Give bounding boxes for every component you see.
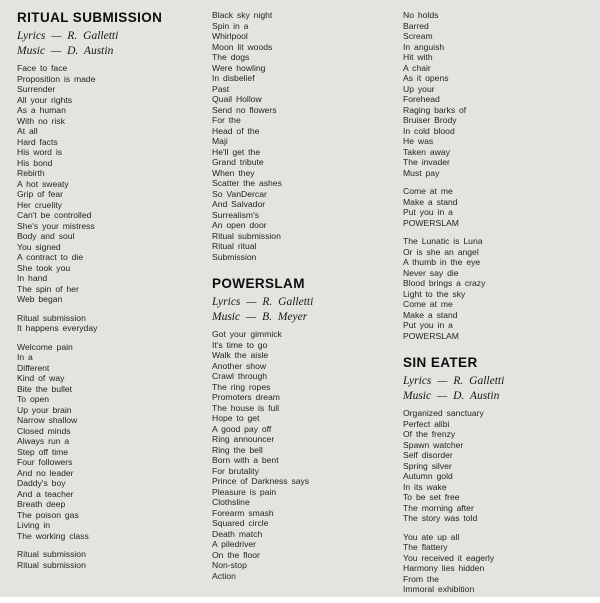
song-title: SIN EATER bbox=[403, 355, 478, 370]
lyric-line: Spring silver bbox=[403, 460, 452, 471]
verse bbox=[212, 10, 394, 262]
lyric-line: It happens everyday bbox=[17, 323, 98, 333]
lyric-line: The ring ropes bbox=[212, 381, 271, 392]
lyric-line: Make a stand bbox=[403, 196, 458, 207]
lyric-line: Ritual submission bbox=[212, 230, 281, 241]
lyric-line: And Salvador bbox=[212, 199, 266, 209]
lyric-line: Four followers bbox=[17, 457, 73, 467]
lyric-line: The poison gas bbox=[17, 509, 79, 520]
lyric-line: In its wake bbox=[403, 481, 447, 492]
lyric-line: Surrealism's bbox=[212, 209, 260, 220]
lyric-line: In cold blood bbox=[403, 125, 455, 136]
lyric-line: The morning after bbox=[403, 502, 474, 513]
lyric-line: POWERSLAM bbox=[403, 330, 459, 341]
lyric-line: Up your bbox=[403, 83, 435, 94]
lyric-line: She took you bbox=[17, 262, 71, 273]
lyric-line: Spin in a bbox=[212, 20, 249, 31]
lyric-line: Got your gimmick bbox=[212, 329, 282, 339]
lyric-line: Born with a bent bbox=[212, 455, 279, 465]
lyric-line: Bruiser Brody bbox=[403, 115, 457, 125]
credit-line: Lyrics — R. Galletti bbox=[17, 30, 119, 42]
lyric-line: Different bbox=[17, 362, 50, 373]
lyric-line: A piledriver bbox=[212, 539, 257, 549]
lyric-line: Raging barks of bbox=[403, 104, 467, 115]
lyric-line: You signed bbox=[17, 241, 61, 252]
lyric-line: Proposition is made bbox=[17, 73, 96, 84]
lyric-line: Closed minds bbox=[17, 425, 71, 436]
lyric-line: Bite the bullet bbox=[17, 383, 73, 394]
verse bbox=[403, 408, 593, 524]
lyric-line: Were howling bbox=[212, 62, 266, 73]
lyric-line: The dogs bbox=[212, 52, 250, 62]
lyric-line: Head of the bbox=[212, 125, 260, 136]
lyric-line: Quail Hollow bbox=[212, 94, 262, 104]
lyric-line: Living in bbox=[17, 520, 51, 530]
lyric-line: No holds bbox=[403, 10, 439, 20]
lyric-line: An open door bbox=[212, 220, 267, 230]
credit-line: Lyrics — R. Galletti bbox=[212, 296, 314, 308]
lyric-line: Body and soul bbox=[17, 231, 75, 241]
lyric-line: Forearm smash bbox=[212, 507, 274, 518]
lyric-line: It's time to go bbox=[212, 339, 268, 350]
lyric-line: Always run a bbox=[17, 436, 70, 446]
lyric-line: Never say die bbox=[403, 267, 459, 278]
lyric-line: Promoters dream bbox=[212, 392, 280, 402]
lyric-line: Forehead bbox=[403, 94, 440, 104]
verse bbox=[17, 63, 199, 305]
lyric-line: As a human bbox=[17, 105, 66, 115]
lyric-line: With no risk bbox=[17, 115, 65, 126]
lyric-line: Of the frenzy bbox=[403, 429, 456, 439]
lyric-line: Must pay bbox=[403, 167, 440, 178]
lyric-line: Grip of fear bbox=[17, 189, 63, 199]
lyric-line: In hand bbox=[17, 273, 48, 283]
lyric-line: He was bbox=[403, 136, 434, 146]
lyric-line: Perfect alibi bbox=[403, 418, 450, 429]
lyric-line: Welcome pain bbox=[17, 341, 73, 352]
lyric-line: As it opens bbox=[403, 73, 449, 83]
lyric-line: Step off time bbox=[17, 446, 69, 457]
lyric-line: Self disorder bbox=[403, 450, 453, 460]
lyric-line: Narrow shallow bbox=[17, 415, 78, 425]
lyric-line: Another show bbox=[212, 360, 267, 371]
lyric-line: Scatter the ashes bbox=[212, 178, 282, 188]
lyric-line: So VanDercar bbox=[212, 188, 267, 199]
lyric-line: Make a stand bbox=[403, 309, 458, 320]
lyric-line: Pleasure is pain bbox=[212, 486, 277, 497]
lyric-line: Scream bbox=[403, 31, 433, 41]
lyric-line: A hot sweaty bbox=[17, 178, 69, 189]
lyric-line: Taken away bbox=[403, 146, 450, 157]
lyric-line: Barred bbox=[403, 20, 429, 31]
lyric-line: Maji bbox=[212, 136, 228, 146]
lyric-line: Autumn gold bbox=[403, 471, 453, 481]
verse bbox=[17, 342, 199, 542]
lyric-line: In anguish bbox=[403, 41, 445, 52]
lyric-line: Spawn watcher bbox=[403, 439, 464, 450]
lyric-line: Black sky night bbox=[212, 10, 273, 20]
lyric-line: To open bbox=[17, 394, 50, 404]
lyric-line: Clothsline bbox=[212, 497, 250, 507]
verse bbox=[212, 329, 394, 581]
lyric-line: And no leader bbox=[17, 467, 74, 478]
lyric-line: Hope to get bbox=[212, 413, 260, 423]
lyric-line: For brutality bbox=[212, 465, 259, 476]
lyric-line: Kind of way bbox=[17, 373, 65, 383]
lyric-line: Walk the aisle bbox=[212, 350, 269, 360]
lyric-line: Squared circle bbox=[212, 518, 269, 528]
lyric-line: Or is she an angel bbox=[403, 246, 479, 257]
lyric-line: Blood brings a crazy bbox=[403, 278, 486, 288]
lyric-line: For the bbox=[212, 115, 241, 125]
lyric-line: He'll get the bbox=[212, 146, 261, 157]
lyric-line: In a bbox=[17, 352, 33, 362]
lyric-line: The flattery bbox=[403, 542, 448, 552]
lyric-line: She's your mistress bbox=[17, 220, 95, 231]
lyric-line: Up your brain bbox=[17, 404, 72, 415]
lyric-line: Put you in a bbox=[403, 207, 453, 217]
lyric-line: Whirlpool bbox=[212, 31, 248, 41]
lyric-line: Send no flowers bbox=[212, 104, 277, 115]
credit-line: Music — D. Austin bbox=[17, 45, 114, 57]
lyric-line: You received it eagerly bbox=[403, 552, 495, 563]
lyric-line: Grand tribute bbox=[212, 157, 264, 167]
verse bbox=[17, 313, 199, 334]
credit-line: Music — B. Meyer bbox=[212, 311, 308, 323]
lyric-line: Surrender bbox=[17, 84, 56, 94]
lyric-line: Moon lit woods bbox=[212, 41, 273, 52]
lyric-line: On the floor bbox=[212, 549, 260, 560]
lyric-line: Ring announcer bbox=[212, 434, 275, 444]
lyric-line: The Lunatic is Luna bbox=[403, 236, 483, 246]
verse bbox=[403, 532, 593, 595]
credit-line: Lyrics — R. Galletti bbox=[403, 375, 505, 387]
lyrics-column-3 bbox=[403, 10, 593, 603]
lyric-line: Ritual submission bbox=[17, 312, 86, 323]
verse bbox=[403, 10, 593, 178]
lyric-line: The invader bbox=[403, 157, 450, 167]
lyric-line: Her cruelity bbox=[17, 199, 62, 210]
lyric-line: Ring the bell bbox=[212, 444, 263, 455]
lyric-line: Rebirth bbox=[17, 168, 45, 178]
lyric-line: A chair bbox=[403, 62, 431, 73]
lyric-line: Hit with bbox=[403, 52, 433, 62]
lyric-line: Action bbox=[212, 570, 236, 581]
lyric-line: Death match bbox=[212, 528, 263, 539]
lyric-line: The story was told bbox=[403, 513, 478, 523]
lyric-line: You ate up all bbox=[403, 531, 460, 542]
lyric-line: All your rights bbox=[17, 94, 73, 105]
lyric-line: Ritual submission bbox=[17, 549, 86, 559]
song-title: RITUAL SUBMISSION bbox=[17, 10, 163, 25]
lyric-line: The house is full bbox=[212, 402, 280, 413]
lyric-line: From the bbox=[403, 573, 439, 584]
lyric-line: Non-stop bbox=[212, 560, 247, 570]
lyric-line: Web began bbox=[17, 294, 63, 304]
lyric-line: Organized sanctuary bbox=[403, 408, 484, 418]
lyric-line: Come at me bbox=[403, 299, 453, 309]
lyric-line: When they bbox=[212, 167, 255, 178]
lyric-line: And a teacher bbox=[17, 488, 74, 499]
verse bbox=[403, 236, 593, 341]
lyric-line: Can't be controlled bbox=[17, 210, 92, 220]
lyric-line: Past bbox=[212, 83, 230, 94]
verse bbox=[17, 549, 199, 570]
lyric-line: At all bbox=[17, 126, 38, 136]
lyric-line: Come at me bbox=[403, 186, 453, 196]
lyric-line: Submission bbox=[212, 251, 257, 262]
lyric-line: Harmony lies hidden bbox=[403, 563, 485, 573]
lyrics-column-2 bbox=[212, 10, 394, 589]
credit-line: Music — D. Austin bbox=[403, 390, 500, 402]
lyric-line: A good pay off bbox=[212, 423, 272, 434]
lyric-line: Put you in a bbox=[403, 320, 453, 330]
lyric-line: In disbelief bbox=[212, 73, 255, 83]
lyric-line: Immoral exhibition bbox=[403, 584, 475, 594]
verse bbox=[403, 186, 593, 228]
lyrics-column-1 bbox=[17, 10, 199, 578]
lyric-line: Breath deep bbox=[17, 499, 66, 509]
lyric-line: Prince of Darkness says bbox=[212, 476, 310, 486]
lyric-line: Daddy's boy bbox=[17, 478, 66, 488]
lyric-line: Ritual submission bbox=[17, 559, 86, 570]
lyric-line: POWERSLAM bbox=[403, 217, 459, 228]
lyric-line: Face to face bbox=[17, 63, 68, 73]
lyric-line: His word is bbox=[17, 147, 63, 157]
lyric-line: Light to the sky bbox=[403, 288, 466, 299]
lyric-line: The working class bbox=[17, 530, 89, 541]
lyric-line: Hard facts bbox=[17, 136, 58, 147]
lyric-line: His bond bbox=[17, 157, 53, 168]
lyric-line: A thumb in the eye bbox=[403, 257, 481, 267]
lyric-line: A contract to die bbox=[17, 252, 84, 262]
lyric-line: Crawl through bbox=[212, 371, 267, 381]
lyric-line: The spin of her bbox=[17, 283, 79, 294]
lyric-line: To be set free bbox=[403, 492, 460, 502]
song-title: POWERSLAM bbox=[212, 276, 305, 291]
lyric-line: Ritual ritual bbox=[212, 241, 257, 251]
